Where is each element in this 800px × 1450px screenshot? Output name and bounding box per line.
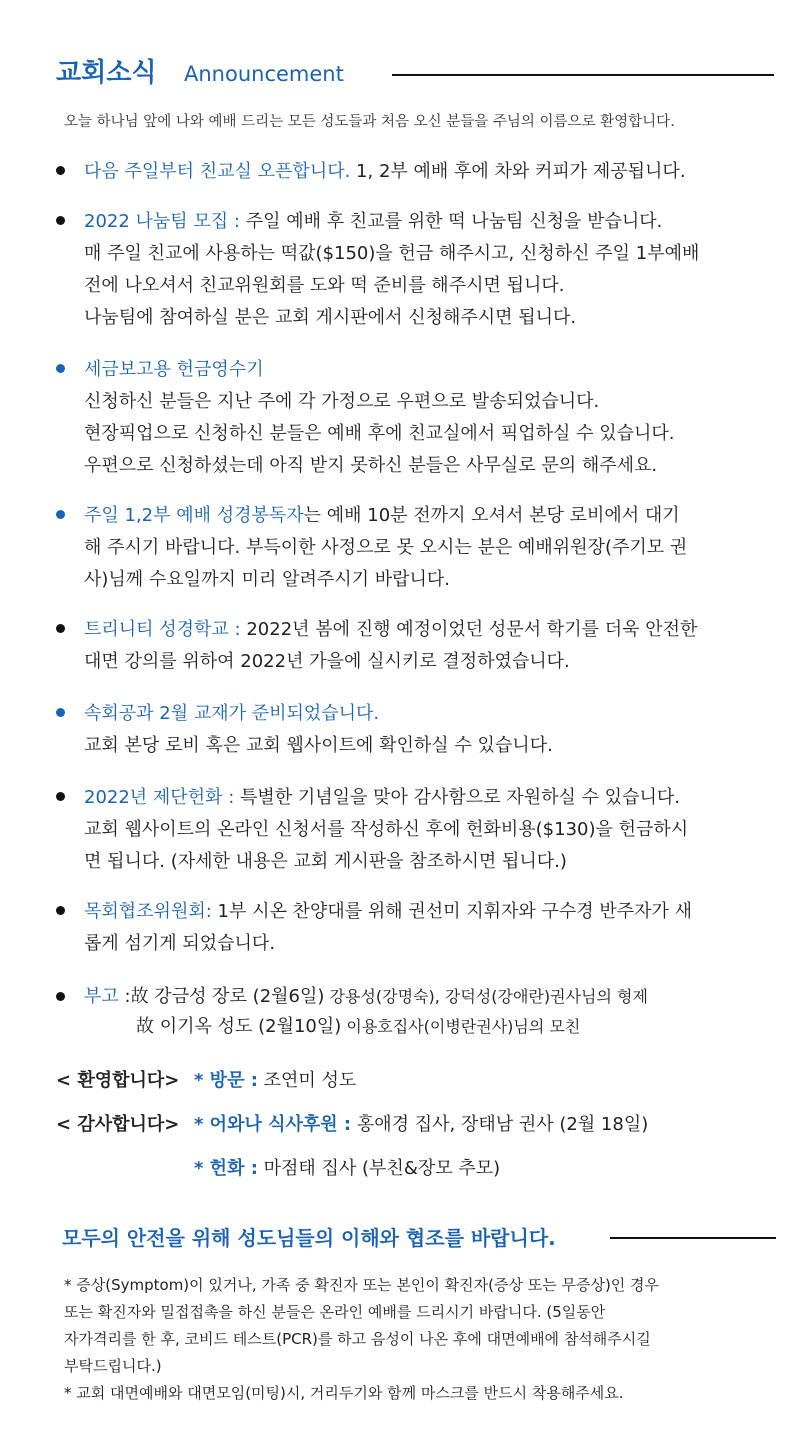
bullet-icon — [56, 792, 65, 801]
thanks-value: 홍애경 집사, 장태남 권사 (2월 18일) — [351, 1114, 649, 1135]
announcement-text: 교회 본당 로비 혹은 교회 웹사이트에 확인하실 수 있습니다. — [84, 735, 553, 756]
obituary-label: 부고 — [84, 986, 119, 1007]
obituary-entry: 故 강금성 장로 (2월6일) — [130, 986, 325, 1007]
bullet-icon — [56, 216, 65, 225]
safety-notes — [64, 1272, 776, 1407]
thanks-label: < 감사합니다> — [56, 1114, 180, 1135]
announcement-item — [56, 782, 768, 878]
visit-value: 조연미 성도 — [257, 1070, 357, 1091]
announcement-title: 다음 주일부터 친교실 오픈합니다. — [84, 161, 351, 182]
intro-text: 오늘 하나님 앞에 나와 예배 드리는 모든 성도들과 처음 오신 분들을 주님의 이름으로 환영합니다. — [64, 114, 675, 130]
announcement-text: 대면 강의를 위하여 2022년 가을에 실시키로 결정하였습니다. — [84, 651, 570, 672]
announcement-text: 교회 웹사이트의 온라인 신청서를 작성하신 후에 헌화비용($130)을 헌금하시 — [84, 819, 689, 840]
announcement-text: 나눔팀에 참여하실 분은 교회 게시판에서 신청해주시면 됩니다. — [84, 307, 577, 328]
bullet-icon — [56, 166, 65, 175]
bullet-icon — [56, 906, 65, 915]
thanks-value: 마점태 집사 (부친&장모 추모) — [257, 1158, 501, 1179]
announcement-text: 롭게 섬기게 되었습니다. — [84, 933, 276, 954]
announcement-text: 주일 예배 후 친교를 위한 떡 나눔팀 신청을 받습니다. — [239, 211, 663, 232]
announcement-item — [56, 206, 768, 334]
announcement-title: 트리니티 성경학교 : — [84, 619, 241, 640]
safety-note-line: 자가격리를 한 후, 코비드 테스트(PCR)를 하고 음성이 나온 후에 대면예배에 참석해주시길 — [64, 1330, 651, 1348]
bullet-icon — [56, 364, 65, 373]
welcome-label: < 환영합니다> — [56, 1070, 180, 1091]
thanks-key: * 어와나 식사후원 : — [194, 1114, 352, 1135]
obituary-entry: 故 이기옥 성도 (2월10일) — [136, 1016, 342, 1037]
announcement-text: 사)님께 수요일까지 미리 알려주시기 바랍니다. — [84, 569, 451, 590]
announcement-item — [56, 896, 768, 960]
safety-note-line: * 증상(Symptom)이 있거나, 가족 중 확진자 또는 본인이 확진자(증상 또는 무증상)인 경우 — [64, 1276, 660, 1294]
obituary-detail: 이용호집사(이병란권사)님의 모친 — [341, 1017, 581, 1036]
announcement-item — [56, 354, 768, 482]
bullet-icon — [56, 708, 65, 717]
announcement-text: 전에 나오셔서 친교위원회를 도와 떡 준비를 해주시면 됩니다. — [84, 275, 565, 296]
obituary-item: 부고 :故 강금성 장로 (2월6일) 강용성(강명숙), 강덕성(강애란)권사님의 형제 故 이기옥 성도 (2월10일) 이용호집사(이병란권사)님의 모친 — [56, 982, 768, 1042]
announcement-text: 2022년 봄에 진행 예정이었던 성문서 학기를 더욱 안전한 — [240, 619, 698, 640]
bullet-icon — [56, 624, 65, 633]
safety-note-line: 부탁드립니다.) — [64, 1357, 162, 1375]
announcement-text: 매 주일 친교에 사용하는 떡값($150)을 헌금 해주시고, 신청하신 주일 1부예배 — [84, 243, 700, 264]
header-divider — [392, 74, 774, 76]
announcement-text: 면 됩니다. (자세한 내용은 교회 게시판을 참조하시면 됩니다.) — [84, 851, 567, 872]
page-subtitle: Announcement — [184, 62, 344, 86]
announcement-item — [56, 500, 768, 596]
announcement-item — [56, 156, 768, 188]
announcement-text: 1, 2부 예배 후에 차와 커피가 제공됩니다. — [350, 161, 686, 182]
announcement-title: 목회협조위원회: — [84, 901, 212, 922]
announcement-text: 특별한 기념일을 맞아 감사함으로 자원하실 수 있습니다. — [234, 787, 680, 808]
obituary-detail: 강용성(강명숙), 강덕성(강애란)권사님의 형제 — [324, 987, 648, 1006]
page-title: 교회소식 — [56, 58, 157, 88]
bullet-icon — [56, 510, 65, 519]
announcement-text: 1부 시온 찬양대를 위해 권선미 지휘자와 구수경 반주자가 새 — [211, 901, 693, 922]
announcement-title: 속회공과 2월 교재가 준비되었습니다. — [84, 703, 380, 724]
announcement-item — [56, 614, 768, 678]
announcement-title: 주일 1,2부 예배 성경봉독자 — [84, 505, 304, 526]
thanks-row — [56, 1154, 500, 1180]
safety-note-line: 또는 확진자와 밀접접촉을 하신 분들은 온라인 예배를 드리시기 바랍니다. (5일동안 — [64, 1303, 606, 1321]
safety-divider — [610, 1237, 776, 1239]
safety-note-line: * 교회 대면예배와 대면모임(미팅)시, 거리두기와 함께 마스크를 반드시 착용해주세요. — [64, 1384, 624, 1402]
announcement-title: 2022년 제단헌화 : — [84, 787, 235, 808]
announcement-title: 세금보고용 헌금영수기 — [84, 359, 264, 380]
safety-heading: 모두의 안전을 위해 성도님들의 이해와 협조를 바랍니다. — [62, 1226, 556, 1250]
announcement-text: 우편으로 신청하셨는데 아직 받지 못하신 분들은 사무실로 문의 해주세요. — [84, 455, 658, 476]
announcement-title: 2022 나눔팀 모집 : — [84, 211, 240, 232]
safety-header — [62, 1222, 778, 1254]
bullet-icon — [56, 992, 65, 1001]
thanks-row — [56, 1110, 648, 1136]
thanks-key: * 헌화 : — [194, 1158, 258, 1179]
announcement-item — [56, 698, 768, 762]
announcement-text: 신청하신 분들은 지난 주에 각 가정으로 우편으로 발송되었습니다. — [84, 391, 600, 412]
welcome-row — [56, 1066, 356, 1092]
announcement-text: 현장픽업으로 신청하신 분들은 예배 후에 친교실에서 픽업하실 수 있습니다. — [84, 423, 675, 444]
announcement-text: 는 예배 10분 전까지 오셔서 본당 로비에서 대기 — [303, 505, 680, 526]
announcement-text: 해 주시기 바랍니다. 부득이한 사정으로 못 오시는 분은 예배위원장(주기모 권 — [84, 537, 688, 558]
page-header — [56, 52, 776, 96]
visit-key: * 방문 : — [194, 1070, 258, 1091]
